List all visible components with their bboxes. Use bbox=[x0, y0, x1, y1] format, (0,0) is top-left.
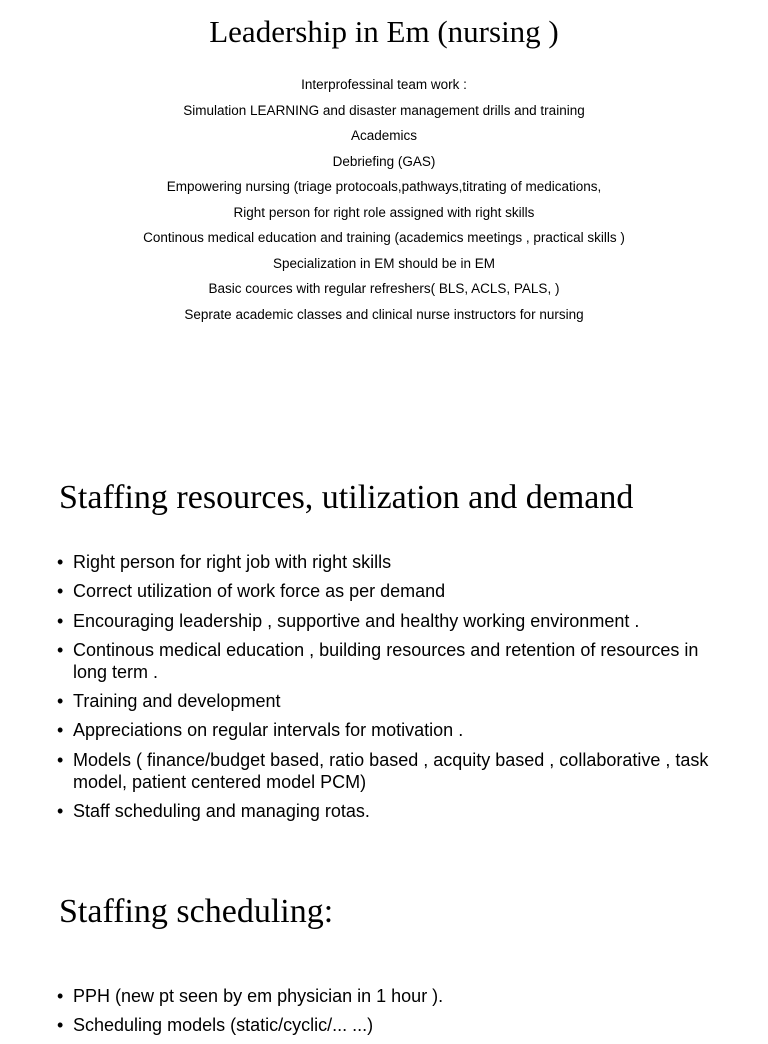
bullet-item: • Correct utilization of work force as per demand bbox=[57, 580, 717, 602]
bullet-item: • Models ( finance/budget based, ratio based , acquity based , collaborative , task model, patient centered model PCM) bbox=[57, 749, 717, 793]
leadership-points-list bbox=[0, 72, 768, 327]
leadership-point: Continous medical education and training (academics meetings , practical skills ) bbox=[143, 230, 625, 245]
leadership-point: Empowering nursing (triage protocoals,pathways,titrating of medications, bbox=[166, 179, 602, 194]
leadership-point: Academics bbox=[350, 128, 418, 143]
bullet-item: • Encouraging leadership , supportive and healthy working environment . bbox=[57, 610, 717, 632]
leadership-slide-title: Leadership in Em (nursing ) bbox=[209, 14, 559, 49]
leadership-point: Seprate academic classes and clinical nurse instructors for nursing bbox=[184, 306, 584, 322]
scheduling-bullet-list bbox=[57, 985, 717, 1044]
bullet-item: • Training and development bbox=[57, 690, 717, 712]
leadership-point: Specialization in EM should be in EM bbox=[272, 255, 496, 271]
leadership-point: Right person for right role assigned with right skills bbox=[233, 204, 535, 220]
staffing-slide-title: Staffing resources, utilization and demand bbox=[59, 479, 634, 516]
staffing-bullet-list bbox=[57, 551, 717, 829]
leadership-point: Debriefing (GAS) bbox=[332, 153, 436, 169]
scheduling-slide-title: Staffing scheduling: bbox=[59, 893, 334, 930]
bullet-item: • Appreciations on regular intervals for motivation . bbox=[57, 719, 717, 741]
bullet-item: • Continous medical education , building resources and retention of resources in long term . bbox=[57, 639, 717, 683]
bullet-item: • Staff scheduling and managing rotas. bbox=[57, 800, 717, 822]
bullet-item: • Right person for right job with right skills bbox=[57, 551, 717, 573]
leadership-point: Interprofessinal team work : bbox=[301, 77, 467, 92]
leadership-point: Simulation LEARNING and disaster management drills and training bbox=[183, 102, 585, 118]
bullet-item: • Scheduling models (static/cyclic/... ...) bbox=[57, 1014, 717, 1036]
bullet-item: • PPH (new pt seen by em physician in 1 hour ). bbox=[57, 985, 717, 1007]
leadership-point: Basic cources with regular refreshers( BLS, ACLS, PALS, ) bbox=[208, 281, 560, 296]
